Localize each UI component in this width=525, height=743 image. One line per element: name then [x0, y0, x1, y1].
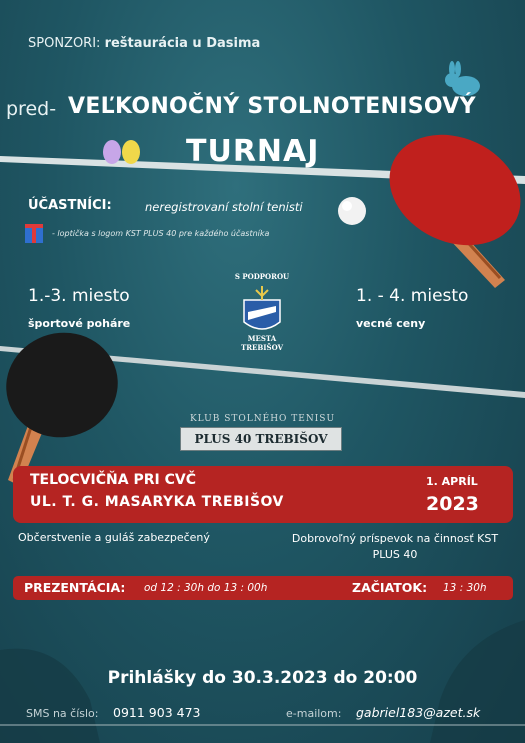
egg-icon — [103, 140, 121, 164]
sponsor-label: SPONZORI: — [28, 36, 101, 51]
sms-label: SMS na číslo: — [26, 707, 99, 720]
prize-left-place: 1.-3. miesto — [28, 286, 130, 306]
start-label: ZAČIATOK: — [352, 580, 428, 595]
black-paddle-icon — [0, 320, 130, 486]
prize-right-place: 1. - 4. miesto — [356, 286, 469, 306]
event-date-day: 1. APRÍL — [426, 475, 478, 488]
participants-label: ÚČASTNÍCI: — [28, 198, 112, 213]
seal-top-text: S PODPOROU — [234, 272, 290, 281]
club-name: PLUS 40 TREBIŠOV — [180, 427, 342, 451]
gift-icon — [25, 224, 43, 243]
egg-icon — [122, 140, 140, 164]
donation-text: Dobrovoľný príspevok na činnosť KST PLUS 40 — [291, 532, 499, 561]
email-label: e-mailom: — [286, 707, 342, 720]
sponsor-line — [28, 36, 260, 51]
sms-number[interactable]: 0911 903 473 — [113, 705, 201, 720]
venue-line-2: UL. T. G. MASARYKA TREBIŠOV — [30, 494, 284, 510]
start-time: 13 : 30h — [443, 582, 487, 594]
participants-text: neregistrovaní stolní tenisti — [145, 200, 303, 214]
title-prefix: pred- — [6, 98, 57, 120]
registration-time: od 12 : 30h do 13 : 00h — [144, 582, 268, 594]
prize-left-reward: športové poháre — [28, 317, 131, 330]
gift-text: - loptička s logom KST PLUS 40 pre každého účastníka — [52, 229, 270, 238]
bunny-icon — [445, 61, 480, 96]
registration-deadline: Prihlášky do 30.3.2023 do 20:00 — [107, 668, 418, 688]
venue-line-1: TELOCVIČŇA PRI CVČ — [30, 472, 196, 488]
email-address[interactable]: gabriel183@azet.sk — [356, 705, 481, 720]
sponsor-name: reštaurácia u Dasima — [104, 36, 261, 51]
event-date-year: 2023 — [426, 493, 479, 515]
prize-right-reward: vecné ceny — [356, 317, 426, 330]
title-line-2: TURNAJ — [186, 134, 320, 169]
red-paddle-icon — [371, 114, 525, 288]
title-line-1: VEĽKONOČNÝ STOLNOTENISOVÝ — [68, 94, 476, 119]
registration-label: PREZENTÁCIA: — [24, 580, 126, 595]
club-heading: KLUB STOLNÉHO TENISU — [189, 414, 336, 424]
corner-decor-left — [0, 649, 100, 743]
seal-bottom-text: MESTA TREBIŠOV — [240, 334, 283, 352]
ball-icon — [338, 197, 366, 225]
refreshments-text: Občerstvenie a guláš zabezpečený — [18, 531, 210, 544]
